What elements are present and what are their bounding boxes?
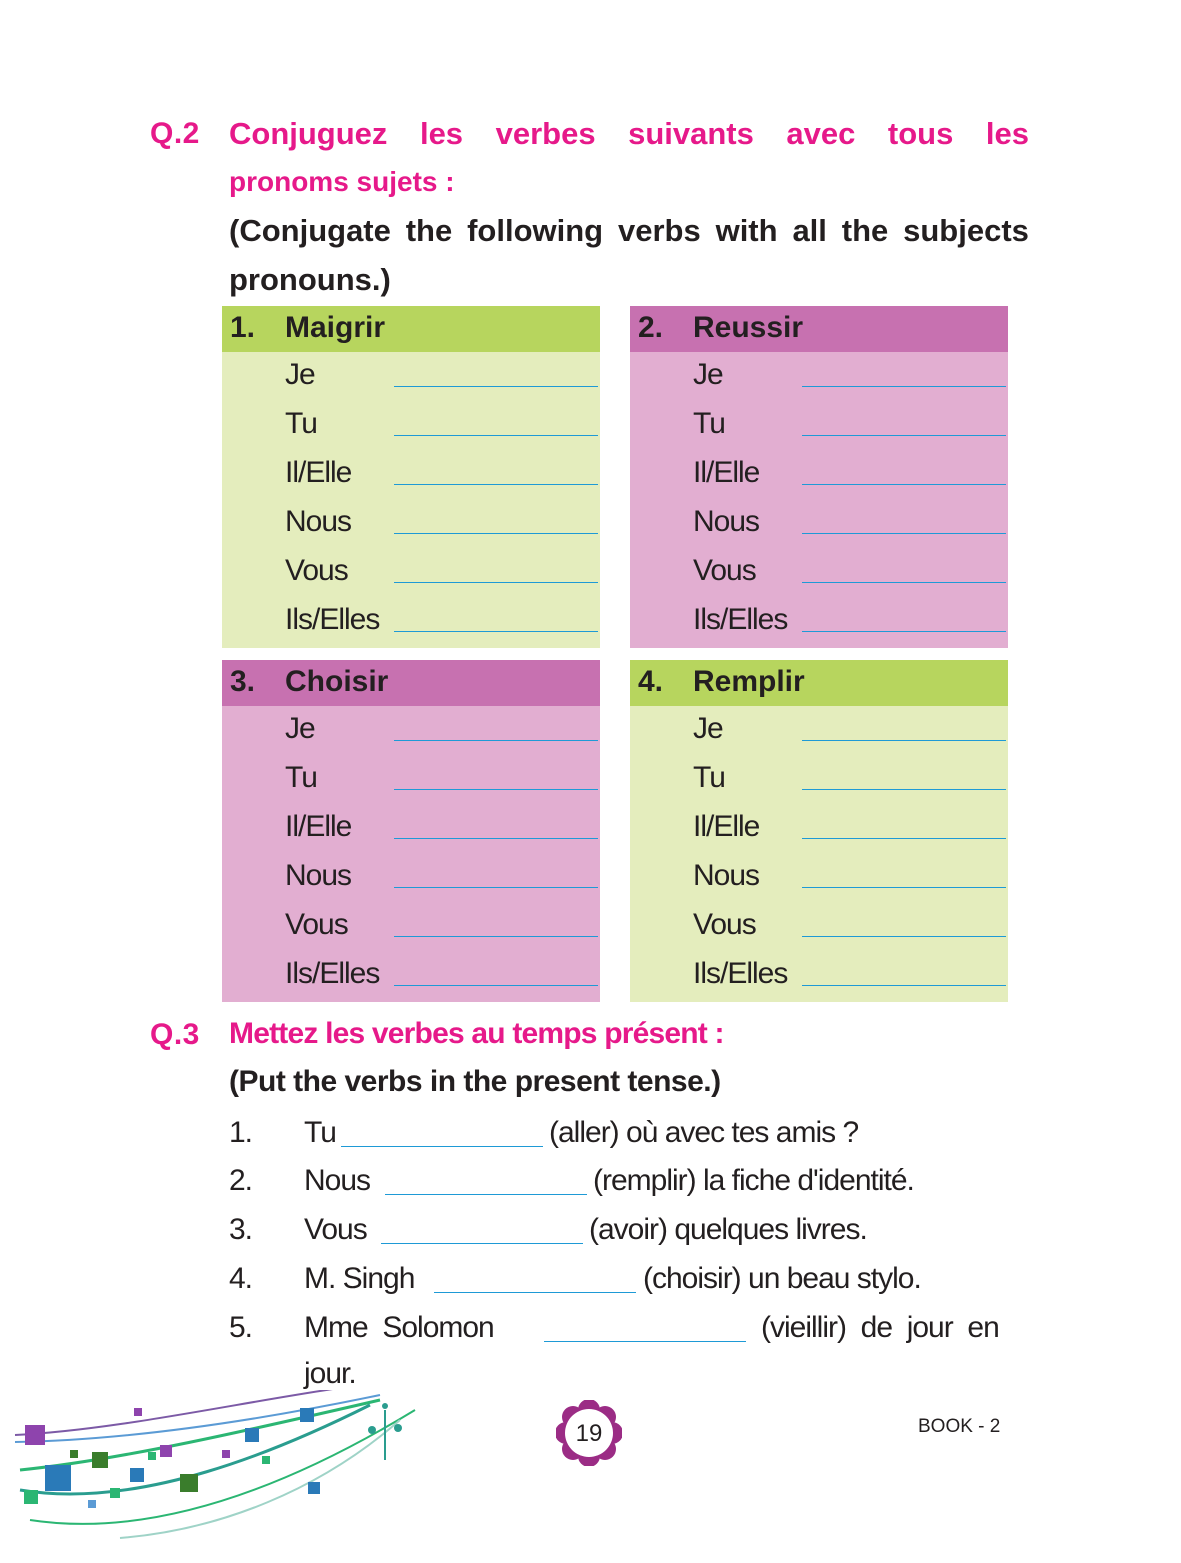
answer-line[interactable]: [394, 484, 598, 485]
answer-line[interactable]: [802, 740, 1006, 741]
answer-line[interactable]: [802, 533, 1006, 534]
verb-box-2: [630, 306, 1008, 648]
answer-line[interactable]: [802, 887, 1006, 888]
verb-box-header: [222, 660, 600, 706]
conjugation-row: [630, 755, 1008, 804]
conjugation-row: [222, 902, 600, 951]
pronoun-label: Il/Elle: [693, 456, 760, 489]
conjugation-row: [630, 902, 1008, 951]
q2-title-word: avec: [786, 116, 856, 151]
q2-english-word: with: [715, 213, 778, 248]
conjugation-row: [222, 951, 600, 1000]
pronoun-label: Vous: [285, 908, 348, 941]
pronoun-label: Tu: [693, 407, 725, 440]
q2-english-line2: pronouns.): [229, 262, 391, 297]
q2-title-word: suivants: [628, 116, 754, 151]
item-rest: (avoir) quelques livres.: [589, 1213, 867, 1246]
answer-line[interactable]: [802, 386, 1006, 387]
q3-number: Q.3: [150, 1018, 200, 1051]
verb-box-header: [630, 660, 1008, 706]
conjugation-row: [630, 597, 1008, 646]
q2-english-line1: [229, 213, 1029, 249]
conjugation-rows: [630, 352, 1008, 648]
answer-line[interactable]: [394, 435, 598, 436]
q2-english-word: verbs: [617, 213, 701, 248]
q2-english-word: the: [405, 213, 453, 248]
q2-title-word: Conjuguez: [229, 116, 388, 151]
pronoun-label: Je: [285, 712, 315, 745]
pronoun-label: Nous: [693, 505, 760, 538]
decorative-ribbon: [0, 1390, 440, 1550]
verb-box-header: [222, 306, 600, 352]
answer-line[interactable]: [802, 435, 1006, 436]
pronoun-label: Ils/Elles: [285, 603, 380, 636]
conjugation-rows: [222, 706, 600, 1002]
conjugation-row: [630, 499, 1008, 548]
q2-english-word: following: [467, 213, 604, 248]
pronoun-label: Ils/Elles: [285, 957, 380, 990]
verb-number: 2.: [638, 311, 664, 344]
verb-number: 4.: [638, 665, 664, 698]
conjugation-row: [630, 804, 1008, 853]
answer-blank[interactable]: [381, 1219, 583, 1244]
answer-line[interactable]: [394, 887, 598, 888]
verb-name: Maigrir: [285, 311, 386, 344]
conjugation-row: [222, 499, 600, 548]
answer-line[interactable]: [802, 484, 1006, 485]
conjugation-row: [630, 352, 1008, 401]
q2-english-word: (Conjugate: [229, 213, 391, 248]
conjugation-row: [222, 853, 600, 902]
pronoun-label: Tu: [693, 761, 725, 794]
item-subject: M. Singh: [304, 1262, 415, 1295]
pronoun-label: Il/Elle: [285, 456, 352, 489]
conjugation-row: [630, 401, 1008, 450]
answer-line[interactable]: [802, 985, 1006, 986]
pronoun-label: Vous: [693, 554, 756, 587]
conjugation-row: [630, 450, 1008, 499]
pronoun-label: Vous: [285, 554, 348, 587]
conjugation-row: [222, 352, 600, 401]
verb-box-4: [630, 660, 1008, 1002]
conjugation-row: [630, 853, 1008, 902]
verb-name: Remplir: [693, 665, 805, 698]
answer-line[interactable]: [394, 936, 598, 937]
pronoun-label: Ils/Elles: [693, 957, 788, 990]
item-rest: (vieillir) de jour en: [761, 1311, 999, 1344]
answer-blank[interactable]: [385, 1170, 587, 1195]
conjugation-row: [630, 548, 1008, 597]
page-number: 19: [575, 1420, 603, 1447]
verb-box-3: [222, 660, 600, 1002]
answer-line[interactable]: [802, 838, 1006, 839]
q2-title-word: verbes: [495, 116, 596, 151]
item-rest: (choisir) un beau stylo.: [643, 1262, 921, 1295]
q2-english-word: subjects: [903, 213, 1029, 248]
q2-title-line2: pronoms sujets :: [229, 166, 455, 197]
page-number-badge: [556, 1400, 622, 1466]
answer-blank[interactable]: [341, 1122, 543, 1147]
item-number: 2.: [229, 1164, 253, 1197]
pronoun-label: Il/Elle: [693, 810, 760, 843]
pronoun-label: Tu: [285, 761, 317, 794]
answer-line[interactable]: [394, 533, 598, 534]
conjugation-row: [222, 804, 600, 853]
conjugation-row: [222, 597, 600, 646]
answer-line[interactable]: [802, 789, 1006, 790]
item-number: 1.: [229, 1116, 253, 1149]
q2-english-word: the: [841, 213, 889, 248]
q3-title: Mettez les verbes au temps présent :: [229, 1017, 724, 1050]
q3-item-1: [229, 1116, 859, 1150]
pronoun-label: Je: [285, 358, 315, 391]
conjugation-row: [630, 951, 1008, 1000]
verb-box-header: [630, 306, 1008, 352]
q3-item-5: [229, 1311, 1029, 1391]
item-subject: Vous: [304, 1213, 367, 1246]
q2-title-word: tous: [887, 116, 954, 151]
q2-english-word: all: [792, 213, 827, 248]
item-subject: Tu: [304, 1116, 336, 1149]
pronoun-label: Vous: [693, 908, 756, 941]
answer-line[interactable]: [394, 740, 598, 741]
verb-box-1: [222, 306, 600, 648]
conjugation-row: [630, 706, 1008, 755]
conjugation-row: [222, 548, 600, 597]
conjugation-rows: [222, 352, 600, 648]
q2-number: Q.2: [150, 117, 200, 150]
item-rest: (remplir) la fiche d'identité.: [593, 1164, 914, 1197]
answer-blank[interactable]: [434, 1268, 636, 1293]
answer-line[interactable]: [802, 582, 1006, 583]
pronoun-label: Ils/Elles: [693, 603, 788, 636]
answer-line[interactable]: [394, 582, 598, 583]
answer-line[interactable]: [394, 386, 598, 387]
answer-blank[interactable]: [544, 1317, 746, 1342]
conjugation-rows: [630, 706, 1008, 1002]
answer-line[interactable]: [394, 789, 598, 790]
item-rest: (aller) où avec tes amis ?: [549, 1116, 859, 1149]
book-label: BOOK - 2: [918, 1416, 1001, 1437]
q3-item-3: [229, 1213, 867, 1247]
verb-name: Choisir: [285, 665, 389, 698]
pronoun-label: Nous: [285, 859, 352, 892]
verb-number: 1.: [230, 311, 256, 344]
conjugation-row: [222, 706, 600, 755]
item-number: 3.: [229, 1213, 253, 1246]
pronoun-label: Il/Elle: [285, 810, 352, 843]
pronoun-label: Tu: [285, 407, 317, 440]
answer-line[interactable]: [394, 838, 598, 839]
q2-title-word: les: [419, 116, 464, 151]
pronoun-label: Je: [693, 358, 723, 391]
item-subject: Nous: [304, 1164, 371, 1197]
answer-line[interactable]: [802, 631, 1006, 632]
q2-title-word: les: [985, 116, 1029, 151]
answer-line[interactable]: [394, 631, 598, 632]
conjugation-row: [222, 401, 600, 450]
q2-title-line1: [229, 116, 1029, 152]
item-number: 5.: [229, 1311, 253, 1344]
pronoun-label: Je: [693, 712, 723, 745]
pronoun-label: Nous: [693, 859, 760, 892]
conjugation-row: [222, 755, 600, 804]
item-number: 4.: [229, 1262, 253, 1295]
answer-line[interactable]: [394, 985, 598, 986]
verb-name: Reussir: [693, 311, 804, 344]
verb-number: 3.: [230, 665, 256, 698]
item-subject: Mme Solomon: [304, 1311, 494, 1344]
q3-english: (Put the verbs in the present tense.): [229, 1065, 721, 1098]
pronoun-label: Nous: [285, 505, 352, 538]
conjugation-row: [222, 450, 600, 499]
answer-line[interactable]: [802, 936, 1006, 937]
q3-item-4: [229, 1262, 921, 1296]
q3-item-2: [229, 1164, 914, 1198]
item-continuation: jour.: [304, 1357, 356, 1390]
